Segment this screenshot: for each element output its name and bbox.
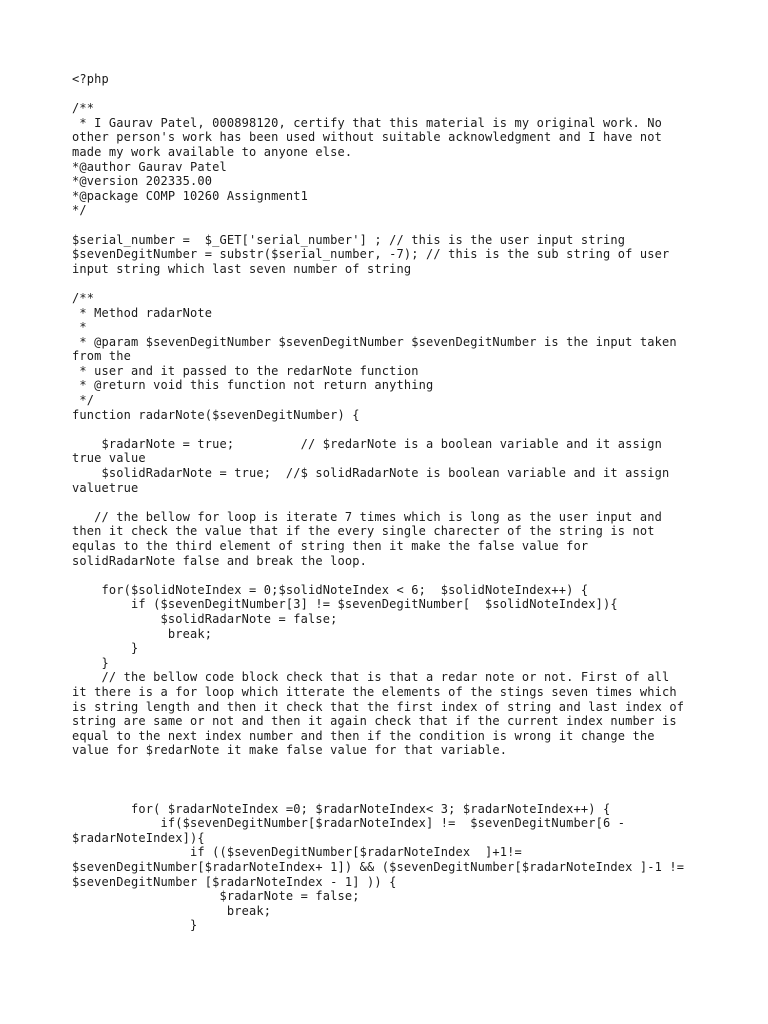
code-line: $radarNote = true; // $redarNote is a boolean variable and it assign [72, 436, 662, 451]
code-line [72, 773, 712, 788]
code-line: */ [72, 203, 87, 218]
code-line [72, 495, 712, 510]
code-line: $radarNoteIndex]){ [72, 830, 205, 845]
code-line: * @return void this function not return anything [72, 378, 434, 393]
code-line [72, 787, 712, 802]
code-line: /** [72, 290, 95, 305]
code-line: * Method radarNote [72, 305, 213, 320]
code-line: /** [72, 101, 95, 116]
code-line: <?php [72, 72, 109, 86]
code-line: if($sevenDegitNumber[$radarNoteIndex] != $sevenDegitNumber[6 - [72, 816, 626, 831]
code-line: from the [72, 349, 131, 364]
php-code-listing [72, 72, 712, 933]
code-line: for( $radarNoteIndex =0; $radarNoteIndex< 3; $radarNoteIndex++) { [72, 801, 611, 816]
code-line: $sevenDegitNumber = substr($serial_number, -7); // this is the sub string of user [72, 247, 670, 262]
code-line: */ [72, 393, 95, 408]
code-line: } [72, 641, 139, 656]
code-line: * @param $sevenDegitNumber $sevenDegitNumber $sevenDegitNumber is the input taken [72, 334, 677, 349]
code-line [72, 758, 712, 773]
code-line: if ($sevenDegitNumber[3] != $sevenDegitNumber[ $solidNoteIndex]){ [72, 597, 618, 612]
code-line: equlas to the third element of string then it make the false value for [72, 539, 589, 553]
code-line: then it check the value that if the every single charecter of the string is not [72, 524, 655, 539]
code-line: string are same or not and then it again check that if the current index number is [72, 714, 677, 729]
code-line: $radarNote = false; [72, 889, 360, 904]
code-line: *@package COMP 10260 Assignment1 [72, 188, 308, 203]
code-line: if (($sevenDegitNumber[$radarNoteIndex ]+1!= [72, 845, 522, 860]
code-line: break; [72, 626, 213, 641]
code-line: * I Gaurav Patel, 000898120, certify that this material is my original work. No [72, 115, 662, 130]
code-line: input string which last seven number of string [72, 261, 412, 276]
code-line: is string length and then it check that the first index of string and last index of [72, 699, 685, 714]
code-line: solidRadarNote false and break the loop. [72, 553, 367, 568]
code-line [72, 568, 712, 583]
code-line [72, 218, 712, 233]
code-line: *@author Gaurav Patel [72, 159, 227, 174]
code-line: // the bellow for loop is iterate 7 times which is long as the user input and [72, 509, 662, 524]
code-line: $solidRadarNote = true; //$ solidRadarNote is boolean variable and it assign [72, 466, 670, 481]
code-line: $serial_number = $_GET['serial_number'] ; // this is the user input string [72, 232, 626, 247]
code-line: } [72, 655, 109, 670]
code-line: * [72, 320, 87, 335]
code-line: other person's work has been used without suitable acknowledgment and I have not [72, 130, 662, 145]
code-line: equal to the next index number and then if the condition is wrong it change the [72, 728, 655, 743]
code-line: $solidRadarNote = false; [72, 611, 338, 626]
code-line [72, 422, 712, 437]
code-line: it there is a for loop which itterate the elements of the stings seven times which [72, 684, 677, 699]
code-line: valuetrue [72, 480, 139, 495]
code-line: for($solidNoteIndex = 0;$solidNoteIndex < 6; $solidNoteIndex++) { [72, 582, 589, 597]
code-line: made my work available to anyone else. [72, 144, 353, 159]
code-line: value for $redarNote it make false value for that variable. [72, 743, 508, 758]
code-line [72, 276, 712, 291]
code-line: *@version 202335.00 [72, 174, 213, 189]
code-line: break; [72, 903, 272, 918]
code-line: function radarNote($sevenDegitNumber) { [72, 407, 360, 422]
code-line: $sevenDegitNumber[$radarNoteIndex+ 1]) && ($sevenDegitNumber[$radarNoteIndex ]-1 != [72, 860, 685, 875]
code-line: // the bellow code block check that is that a redar note or not. First of all [72, 670, 670, 685]
code-line [72, 87, 712, 102]
code-line: } [72, 918, 198, 933]
code-line: $sevenDegitNumber [$radarNoteIndex - 1] )) { [72, 874, 397, 889]
code-line: true value [72, 451, 146, 466]
code-line: * user and it passed to the redarNote function [72, 363, 419, 378]
